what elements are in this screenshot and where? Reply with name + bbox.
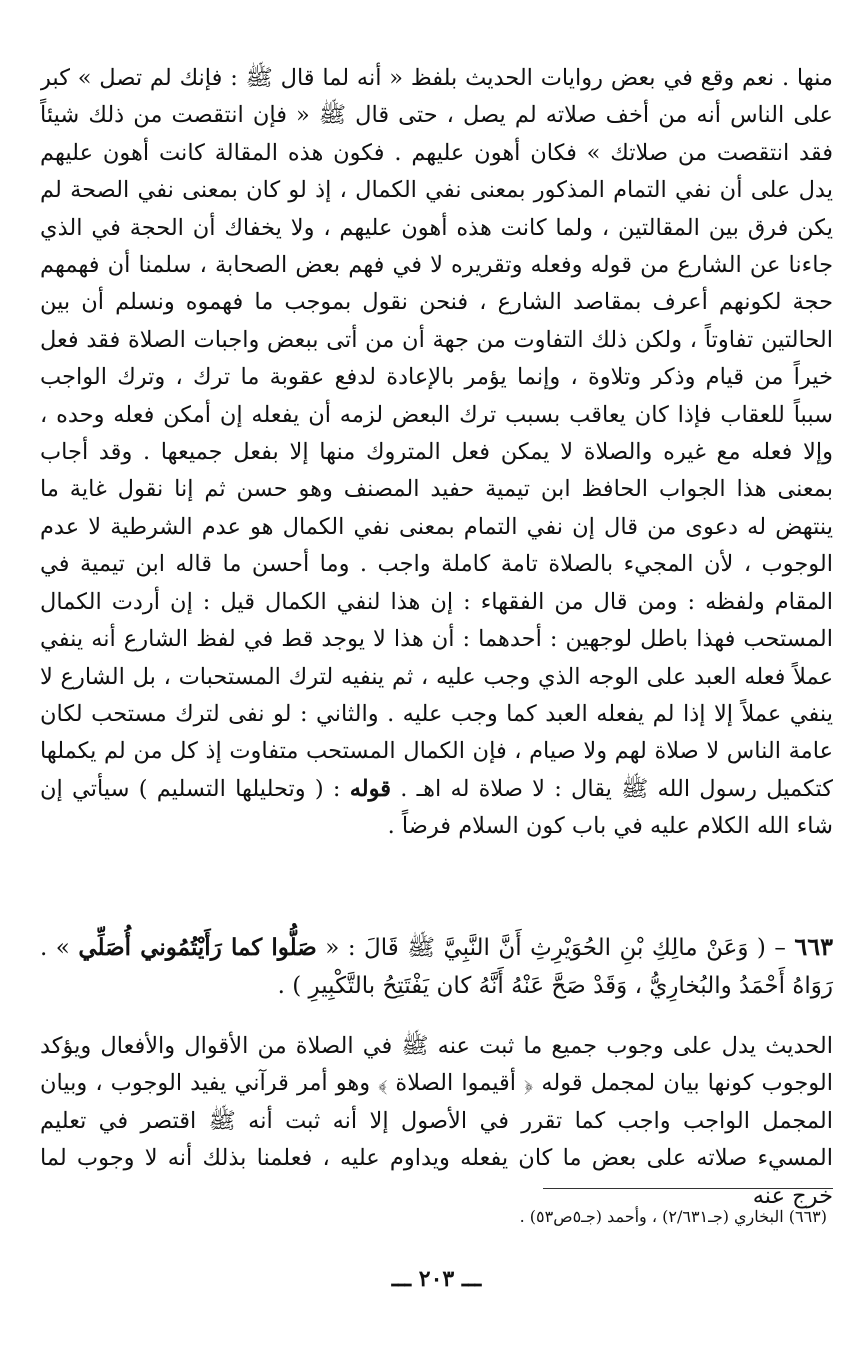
qawluhu-label: قوله <box>349 775 391 802</box>
explanation-paragraph: الحديث يدل على وجوب جميع ما ثبت عنه ﷺ في الصلاة من الأقوال والأفعال ويؤكد الوجوب كونها بيان لمجمل قوله ﴿ أقيموا الصلاة ﴾ وهو أمر قرآني يفيد الوجوب ، وبيان المجمل الواجب واجب كما تقرر في الأصول إلا أنه ثبت أنه ﷺ اقتصر في تعليم المسيء صلاته على بعض ما كان يفعله ويداوم عليه ، فعلمنا بذلك أنه لا وجوب لما خرج عنه <box>40 1033 833 1209</box>
hadith-dash: – <box>765 935 795 961</box>
hadith-outro: » . رَوَاهُ أَحْمَدُ والبُخارِيُّ ، وَقَدْ صَحَّ عَنْهُ أَنَّهُ كان يَفْتَتِحُ بالتَّكْبِيرِ ) . <box>40 935 833 999</box>
commentary-paragraph <box>40 60 833 910</box>
hadith-intro: ( وَعَنْ مالِكِ بْنِ الحُوَيْرِثِ أَنَّ النَّبِيَّ ﷺ قَالَ : « <box>316 935 766 961</box>
hadith-quote: صَلُّوا كما رَأَيْتُمُوني أُصَلِّي <box>78 934 317 961</box>
commentary-text-end: : ( وتحليلها التسليم ) سيأتي إن شاء الله الكلام عليه في باب كون السلام فرضاً . <box>40 775 833 840</box>
hadith-number: ٦٦٣ <box>794 932 833 961</box>
book-page <box>40 60 833 1359</box>
footnote: (٦٦٣) البخاري (جـ٢/٦٣١) ، وأحمد (جـ٥ص٥٣) . <box>519 1207 827 1226</box>
footnote-divider <box>543 1188 833 1189</box>
commentary-text: منها . نعم وقع في بعض روايات الحديث بلفظ « أنه لما قال ﷺ : فإنك لم تصل » كبر على الناس أنه من أخف صلاته لم يصل ، حتى قال ﷺ « فإن انتقصت من ذلك شيئاً فقد انتقصت من صلاتك » فكان أهون عليهم . فكون هذه المقالة كانت أهون عليهم يدل على أن نفي التمام المذكور بمعنى نفي الكمال ، إذ لو كان بمعنى نفي الصحة لم يكن فرق بين المقالتين ، ولما كانت هذه أهون عليهم ، ولا يخفاك أن الحجة في الذي جاءنا عن الشارع من قوله وفعله وتقريره لا في فهم بعض الصحابة ، سلمنا أن فهمهم حجة لكونهم أعرف بمقاصد الشارع ، فنحن نقول بموجب ما فهموه ونسلم أن بين الحالتين تفاوتاً ، ولكن ذلك التفاوت من جهة أن من أتى ببعض واجبات الصلاة فقد فعل خيراً من قيام وذكر وتلاوة ، وإنما يؤمر بالإعادة لدفع عقوبة ما ترك ، وترك الواجب سبباً للعقاب فإذا كان يعاقب بسبب ترك البعض لزمه أن يفعله إن أمكن فعله وحده ، وإلا فعله مع غيره والصلاة لا يمكن فعل المتروك منها إلا بفعل جميعها . وقد أجاب بمعنى هذا الجواب الحافظ ابن تيمية حفيد المصنف وهو حسن ثم إنا نقول غاية ما ينتهض له دعوى من قال إن نفي التمام بمعنى نفي الكمال هو عدم الشرطية لا عدم الوجوب ، لأن المجيء بالصلاة تامة كاملة واجب . وما أحسن ما قاله ابن تيمية في المقام ولفظه : ومن قال من الفقهاء : إن هذا لنفي الكمال قيل : إن أردت الكمال المستحب فهذا باطل لوجهين : أحدهما : أن هذا لا يوجد قط في لفظ الشارع أنه ينفي عملاً فعله العبد على الوجه الذي وجب عليه ، ثم ينفيه لترك المستحبات ، بل الشارع لا ينفي عملاً إلا إذا لم يفعله العبد كما وجب عليه . والثاني : لو نفى لترك مستحب لكان عامة الناس لا صلاة لهم ولا صيام ، فإن الكمال المستحب متفاوت إذ كل من لم يكملها كتكميل رسول الله ﷺ يقال : لا صلاة له اهـ . <box>40 65 833 802</box>
hadith-entry <box>40 928 833 1005</box>
page-number: ـــ ٢٠٣ ـــ <box>391 1266 482 1292</box>
